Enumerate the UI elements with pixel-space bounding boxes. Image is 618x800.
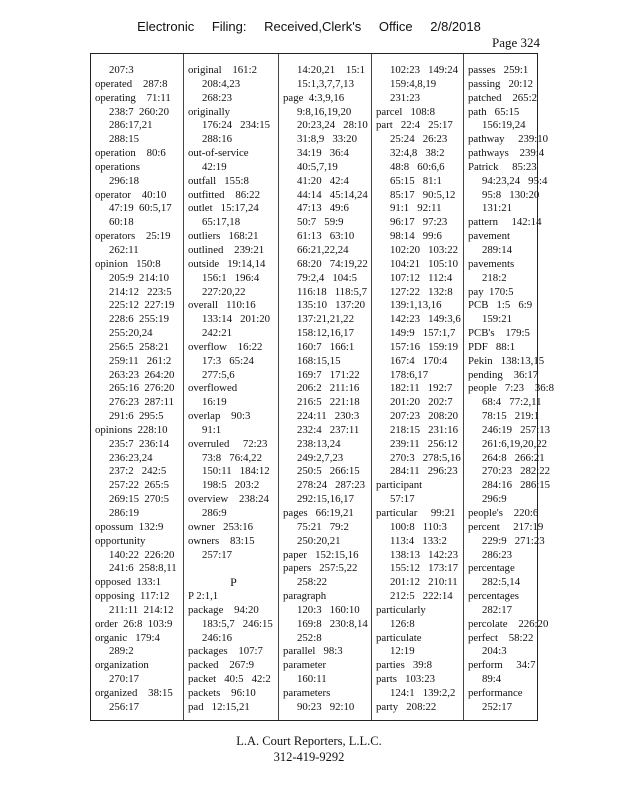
index-entry-continuation: 284:16 286:15 [482,479,551,492]
index-entry-continuation: 296:18 [109,174,139,187]
index-entry-continuation: 276:23 287:11 [109,396,174,409]
index-entry-continuation: 208:4,23 [202,77,241,90]
index-entry: outside 19:14,14 [188,257,266,270]
index-entry-continuation: 40:5,7,19 [297,160,338,173]
filing-header [0,19,618,34]
index-entry-continuation: 102:23 149:24 [390,64,459,76]
index-entry: P 2:1,1 [188,590,219,603]
index-entry-continuation: 85:17 90:5,12 [390,188,456,201]
index-entry: parties 39:8 [376,659,433,672]
index-entry-continuation: 66:21,22,24 [297,243,349,256]
index-entry: PDF 88:1 [468,340,516,353]
index-entry: paragraph [283,590,327,603]
index-entry-continuation: 257:17 [202,548,232,561]
index-entry: pavement [468,230,510,243]
index-entry-continuation: 198:5 203:2 [202,479,260,492]
index-entry: opossum 132:9 [95,520,164,533]
index-entry-continuation: 31:8,9 33:20 [297,133,357,146]
index-entry-continuation: 75:21 79:2 [297,520,349,533]
index-entry [188,562,279,576]
index-entry-continuation: 156:1 196:4 [202,271,260,284]
index-entry-continuation: 282:5,14 [482,576,521,589]
index-entry: parameters [283,686,331,699]
index-entry: operation 80:6 [95,147,166,160]
index-entry-continuation: 47:19 60:5,17 [109,202,172,215]
index-column-5 [463,54,555,720]
index-entry-continuation: 265:16 276:20 [109,382,175,395]
section-letter: P [230,575,237,590]
index-entry: Patrick 85:23 [468,160,537,173]
index-entry: overruled 72:23 [188,437,268,450]
index-entry-continuation: 44:14 45:14,24 [297,188,368,201]
index-entry-continuation: 263:23 264:20 [109,368,175,381]
index-entry-continuation: 229:9 271:23 [482,534,545,547]
index-entry: owner 253:16 [188,520,254,533]
index-entry-continuation: 98:14 99:6 [390,230,442,243]
index-entry-continuation: 201:12 210:11 [390,576,458,589]
index-entry-continuation: 278:24 287:23 [297,479,366,492]
index-entry: outlined 239:21 [188,243,265,256]
index-entry-continuation: 178:6,17 [390,368,429,381]
index-entry: operated 287:8 [95,77,168,90]
index-entry-continuation: 289:14 [482,243,512,256]
index-entry: part 22:4 25:17 [376,119,453,132]
index-entry-continuation: 160:11 [297,673,327,686]
index-entry-continuation: 262:11 [109,243,139,256]
index-entry: pad 12:15,21 [188,700,250,713]
index-entry: PCB's 179:5 [468,327,530,340]
index-entry-continuation: 205:9 214:10 [109,271,169,284]
index-entry-continuation: 268:23 [202,91,232,104]
index-entry-continuation: 127:22 132:8 [390,285,453,298]
index-column-3 [278,54,372,720]
index-entry-continuation: 116:18 118:5,7 [297,285,367,298]
index-entry: percent 217:19 [468,520,544,533]
index-entry: overflowed [188,382,238,395]
index-entry-continuation: 79:2,4 104:5 [297,271,357,284]
index-entry-continuation: 242:21 [202,327,232,340]
index-entry-continuation: 218:15 231:16 [390,423,459,436]
index-entry-continuation: 252:17 [482,700,512,713]
index-entry: organization [95,659,149,672]
index-entry-continuation: 232:4 237:11 [297,423,360,436]
index-entry-continuation: 256:5 258:21 [109,340,169,353]
index-entry-continuation: 261:6,19,20,22 [482,437,548,450]
index-entry-continuation: 246:19 257:13 [482,423,551,436]
header-date: 2/8/2018 [430,19,481,34]
index-entry-continuation: 201:20 202:7 [390,396,453,409]
index-entry-continuation: 211:11 214:12 [109,603,174,616]
index-entry: perform 34:7 [468,659,536,672]
index-entry: parts 103:23 [376,673,436,686]
index-entry-continuation: 168:15,15 [297,354,341,367]
index-entry-continuation: 107:12 112:4 [390,271,453,284]
index-entry: percentage [468,562,515,575]
index-entry: path 65:15 [468,105,520,118]
index-entry-continuation: 139:1,13,16 [390,299,442,312]
index-entry-continuation: 206:2 211:16 [297,382,360,395]
index-entry-continuation: 160:7 166:1 [297,340,355,353]
index-entry: overflow 16:22 [188,340,263,353]
index-entry: operator 40:10 [95,188,167,201]
index-entry-continuation: 68:20 74:19,22 [297,257,368,270]
index-entry-continuation: 216:5 221:18 [297,396,360,409]
index-entry-continuation: 204:3 [482,645,507,658]
index-entry-continuation: 292:15,16,17 [297,493,354,506]
index-entry-continuation: 120:3 160:10 [297,603,360,616]
index-entry-continuation: 288:16 [202,133,232,146]
index-entry-continuation: 228:6 255:19 [109,313,169,326]
index-entry-continuation: 137:21,21,22 [297,313,354,326]
header-electronic: Electronic [137,19,195,34]
index-entry-continuation: 20:23,24 28:10 [297,119,368,132]
index-entry: parcel 108:8 [376,105,436,118]
index-entry-continuation: 95:8 130:20 [482,188,540,201]
index-entry: pay 170:5 [468,285,514,298]
index-entry: packed 267:9 [188,659,254,672]
index-entry-continuation: 96:17 97:23 [390,216,448,229]
index-entry-continuation: 237:2 242:5 [109,465,167,478]
index-entry-continuation: 150:11 184:12 [202,465,270,478]
index-entry: package 94:20 [188,603,259,616]
index-entry-continuation: 289:2 [109,645,134,658]
index-entry-continuation: 249:2,7,23 [297,451,344,464]
index-entry: opposed 133:1 [95,576,161,589]
index-entry: pathway 239:10 [468,133,549,146]
index-entry-continuation: 182:11 192:7 [390,382,453,395]
index-entry-continuation: 65:17,18 [202,216,241,229]
index-entry-continuation: 42:19 [202,160,227,173]
index-entry-continuation: 270:3 278:5,16 [390,451,461,464]
index-entry-continuation: 16:19 [202,396,227,409]
index-entry: outlet 15:17,24 [188,202,259,215]
index-entry-continuation: 169:7 171:22 [297,368,360,381]
footer-company: L.A. Court Reporters, L.L.C. [236,734,382,748]
index-entry: out-of-service [188,147,249,160]
index-entry-continuation: 214:12 223:5 [109,285,172,298]
index-entry-continuation: 158:12,16,17 [297,327,354,340]
index-entry-continuation: 252:8 [297,631,322,644]
index-entry: performance [468,686,523,699]
index-entry-continuation: 126:8 [390,617,415,630]
index-entry-continuation: 284:11 296:23 [390,465,458,478]
index-entry-continuation: 32:4,8 38:2 [390,147,445,160]
index-entry-continuation: 159:21 [482,313,512,326]
index-entry: passing 20:12 [468,77,534,90]
index-entry-continuation: 282:17 [482,603,512,616]
index-entry: overview 238:24 [188,493,269,506]
index-entry-continuation: 159:4,8,19 [390,77,437,90]
index-entry: opportunity [95,534,146,547]
index-entry-continuation: 212:5 222:14 [390,590,453,603]
index-entry-continuation: 286:9 [202,507,227,519]
index-entry-continuation: 89:4 [482,673,502,686]
index-entry: pavements [468,257,515,270]
index-entry-continuation: 73:8 76:4,22 [202,451,262,464]
index-entry-continuation: 167:4 170:4 [390,354,448,367]
index-entry: outfitted 86:22 [188,188,260,201]
index-entry-continuation: 131:21 [482,202,512,215]
index-entry: packets 96:10 [188,686,256,699]
index-entry-continuation: 238:7 260:20 [109,105,169,118]
index-entry: percolate 226:20 [468,617,549,630]
index-entry-continuation: 9:8,16,19,20 [297,105,352,118]
index-entry-continuation: 157:16 159:19 [390,340,459,353]
index-entry: parameter [283,659,327,672]
index-entry: particularly [376,603,426,616]
index-entry-continuation: 286:19 [109,507,139,519]
index-entry-continuation: 102:20 103:22 [390,243,459,256]
index-entry-continuation: 288:15 [109,133,139,146]
index-entry: PCB 1:5 6:9 [468,299,533,312]
index-entry-continuation: 113:4 133:2 [390,534,447,547]
index-entry: pathways 239:4 [468,147,545,160]
index-entry-continuation: 100:8 110:3 [390,520,447,533]
index-entry-continuation: 41:20 42:4 [297,174,349,187]
index-entry: party 208:22 [376,700,437,713]
index-entry-continuation: 258:22 [297,576,327,589]
index-entry-continuation: 256:17 [109,700,139,713]
index-entry: passes 259:1 [468,64,529,76]
index-entry: packet 40:5 42:2 [188,673,271,686]
index-column-2 [183,54,279,720]
index-column-4 [371,54,464,720]
index-entry: papers 257:5,22 [283,562,358,575]
index-entry-continuation: 207:3 [109,64,134,76]
header-received: Received,Clerk's [264,19,362,34]
page-number: Page 324 [491,35,540,50]
index-entry-continuation: 138:13 142:23 [390,548,459,561]
index-entry: overlap 90:3 [188,410,251,423]
index-entry: perfect 58:22 [468,631,534,644]
index-entry: patched 265:2 [468,91,537,104]
index-entry: paper 152:15,16 [283,548,359,561]
index-entry-continuation: 235:7 236:14 [109,437,169,450]
index-entry-continuation: 286:17,21 [109,119,153,132]
index-entry-continuation: 142:23 149:3,6 [390,313,461,326]
index-entry-continuation: 259:11 261:2 [109,354,172,367]
index-entry-continuation: 269:15 270:5 [109,493,169,506]
index-entry-continuation: 65:15 81:1 [390,174,442,187]
index-entry-continuation: 50:7 59:9 [297,216,344,229]
index-entry: percentages [468,590,519,603]
index-entry-continuation: 286:23 [482,548,512,561]
index-entry-continuation: 91:1 [202,423,222,436]
index-entry-continuation: 224:11 230:3 [297,410,360,423]
index-entry: Pekin 138:13,15 [468,354,545,367]
index-entry: pattern 142:14 [468,216,542,229]
index-entry: organic 179:4 [95,631,160,644]
index-entry-continuation: 78:15 219:1 [482,410,540,423]
index-entry: people 7:23 36:8 [468,382,555,395]
index-entry-continuation: 48:8 60:6,6 [390,160,445,173]
index-entry: parallel 98:3 [283,645,343,658]
index-entry-continuation: 238:13,24 [297,437,341,450]
index-entry-continuation: 60:18 [109,216,134,229]
index-entry: outliers 168:21 [188,230,259,243]
index-entry-continuation: 236:23,24 [109,451,153,464]
header-office: Office [378,19,413,34]
index-entry: organized 38:15 [95,686,173,699]
index-entry: operations [95,160,140,173]
index-entry: packages 107:7 [188,645,263,658]
index-entry: particular 99:21 [376,507,456,519]
index-entry: outfall 155:8 [188,174,249,187]
index-entry-continuation: 149:9 157:1,7 [390,327,456,340]
index-entry-continuation: 207:23 208:20 [390,410,459,423]
index-entry-continuation: 169:8 230:8,14 [297,617,368,630]
index-entry: opposing 117:12 [95,590,170,603]
index-entry: pending 36:17 [468,368,539,381]
index-entry: overall 110:16 [188,299,256,312]
index-entry-continuation: 277:5,6 [202,368,235,381]
index-entry: owners 83:15 [188,534,255,547]
index-entry-continuation: 246:16 [202,631,232,644]
index-entry-continuation: 135:10 137:20 [297,299,366,312]
footer-phone: 312-419-9292 [273,750,345,764]
index-entry-continuation: 241:6 258:8,11 [109,562,177,575]
index-entry-continuation: 15:1,3,7,7,13 [297,77,354,90]
index-entry-continuation: 257:22 265:5 [109,479,169,492]
index-entry: page 4:3,9,16 [283,91,345,104]
index-entry: participant [376,479,423,492]
index-entry-continuation: 34:19 36:4 [297,147,349,160]
index-entry-continuation: 291:6 295:5 [109,410,164,423]
index-entry-continuation: 270:17 [109,673,139,686]
index-entry-continuation: 104:21 105:10 [390,257,459,270]
index-entry-continuation: 264:8 266:21 [482,451,545,464]
index-entry-continuation: 68:4 77:2,11 [482,396,542,409]
index-entry-continuation: 12:19 [390,645,415,658]
index-entry-continuation: 47:13 49:6 [297,202,349,215]
index-entry: opinion 150:8 [95,257,161,270]
index-entry-continuation: 61:13 63:10 [297,230,355,243]
index-entry-continuation: 227:20,22 [202,285,246,298]
index-entry: originally [188,105,230,118]
index-entry-continuation: 17:3 65:24 [202,354,254,367]
index-entry-continuation: 25:24 26:23 [390,133,448,146]
index-entry-continuation: 57:17 [390,493,415,506]
index-entry-continuation: 133:14 201:20 [202,313,271,326]
index-entry-continuation: 250:5 266:15 [297,465,360,478]
index-entry-continuation: 94:23,24 95:4 [482,174,548,187]
index-entry-continuation: 140:22 226:20 [109,548,175,561]
index-entry-continuation: 156:19,24 [482,119,526,132]
index-entry: pages 66:19,21 [283,507,354,519]
index-entry: order 26:8 103:9 [95,617,173,630]
index-entry: people's 220:6 [468,507,539,519]
index-entry-continuation: 231:23 [390,91,420,104]
index-entry-continuation: 239:11 256:12 [390,437,458,450]
index-entry: operating 71:11 [95,91,171,104]
index-entry-continuation: 155:12 173:17 [390,562,459,575]
index-entry-continuation: 90:23 92:10 [297,700,355,713]
index-entry: particulate [376,631,422,644]
header-filing: Filing: [211,19,247,34]
index-entry-continuation: 225:12 227:19 [109,299,175,312]
index-entry: original 161:2 [188,64,257,76]
index-column-1 [91,54,183,720]
index-entry: opinions 228:10 [95,423,168,436]
index-entry-continuation: 91:1 92:11 [390,202,442,215]
index-entry-continuation: 250:20,21 [297,534,341,547]
index-entry-continuation: 296:9 [482,493,507,506]
index-entry-continuation: 255:20,24 [109,327,153,340]
index-frame [90,53,555,721]
index-entry-continuation: 124:1 139:2,2 [390,686,456,699]
index-entry: operators 25:19 [95,230,171,243]
index-entry-continuation: 183:5,7 246:15 [202,617,273,630]
index-entry-continuation: 176:24 234:15 [202,119,271,132]
index-entry-continuation: 14:20,21 15:1 [297,64,366,76]
index-entry-continuation: 218:2 [482,271,507,284]
index-entry-continuation: 270:23 282:22 [482,465,551,478]
